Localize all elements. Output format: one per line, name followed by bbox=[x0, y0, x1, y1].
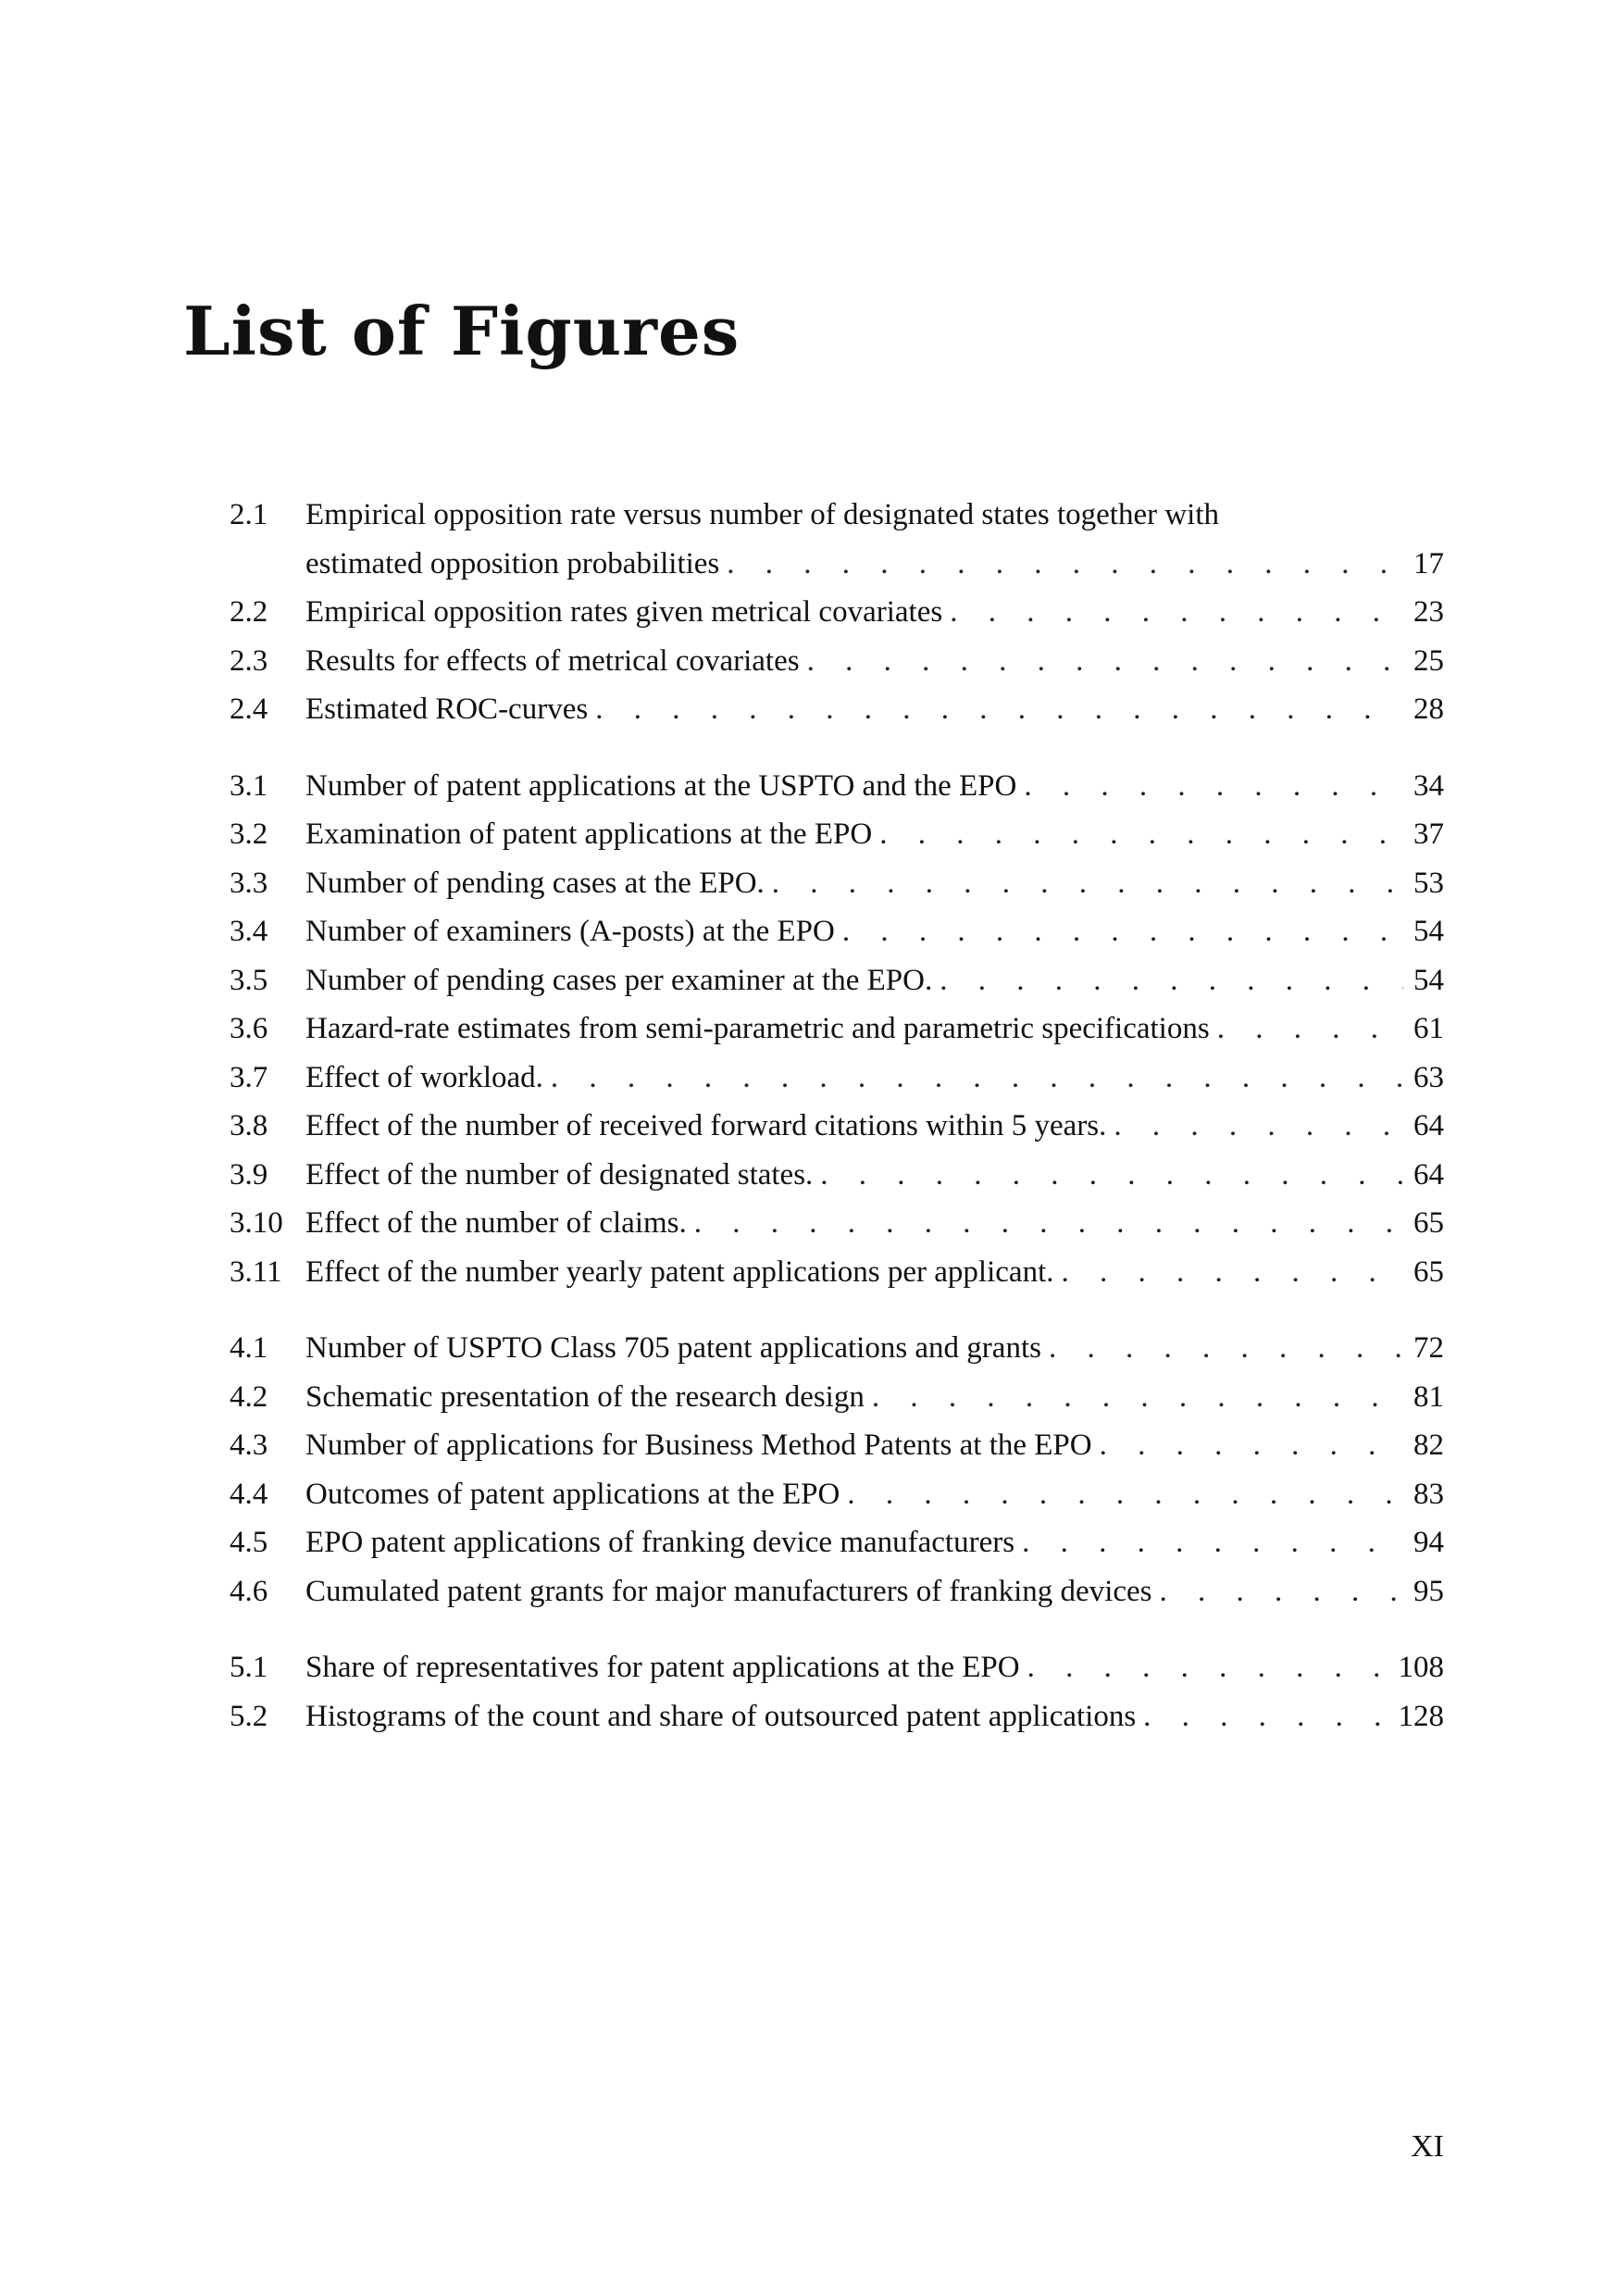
dot-leader bbox=[942, 588, 1403, 637]
figure-entry[interactable] bbox=[230, 1151, 1444, 1200]
dot-leader bbox=[1210, 1004, 1403, 1054]
figure-caption: Results for effects of metrical covariates bbox=[305, 643, 800, 678]
figure-number: 5.1 bbox=[230, 1651, 268, 1684]
figure-caption: Hazard-rate estimates from semi-parametric and parametric specifications bbox=[305, 1012, 1210, 1045]
figure-caption: Empirical opposition rates given metrical covariates bbox=[305, 595, 943, 629]
figure-number: 3.4 bbox=[230, 915, 268, 948]
dot-leader bbox=[865, 1373, 1403, 1422]
figure-page-number: 37 bbox=[1413, 817, 1444, 851]
list-of-figures bbox=[230, 491, 1444, 1768]
figure-number: 2.4 bbox=[230, 693, 268, 726]
figure-entry[interactable] bbox=[230, 1004, 1444, 1054]
figure-page-number: 34 bbox=[1413, 768, 1444, 803]
figure-caption: EPO patent applications of franking device manufacturers bbox=[305, 1526, 1015, 1559]
figure-page-number: 81 bbox=[1413, 1379, 1444, 1414]
chapter-group bbox=[230, 762, 1444, 1297]
figure-number: 3.6 bbox=[230, 1012, 268, 1045]
dot-leader bbox=[932, 956, 1403, 1005]
figure-page-number: 83 bbox=[1413, 1477, 1444, 1511]
figure-entry[interactable] bbox=[230, 810, 1444, 859]
figure-number: 3.7 bbox=[230, 1060, 268, 1094]
figure-page-number: 23 bbox=[1413, 595, 1444, 629]
dot-leader bbox=[765, 859, 1403, 908]
figure-entry[interactable] bbox=[230, 491, 1444, 588]
dot-leader bbox=[1020, 1643, 1399, 1692]
figure-entry[interactable] bbox=[230, 762, 1444, 811]
figure-caption: Cumulated patent grants for major manufacturers of franking devices bbox=[305, 1574, 1152, 1608]
dot-leader bbox=[835, 907, 1403, 956]
figure-page-number: 65 bbox=[1413, 1206, 1444, 1240]
figure-entry[interactable] bbox=[230, 1373, 1444, 1422]
figure-number: 3.8 bbox=[230, 1109, 268, 1142]
figure-page-number: 61 bbox=[1413, 1012, 1444, 1045]
figure-number: 3.11 bbox=[230, 1254, 282, 1289]
figure-page-number: 25 bbox=[1413, 643, 1444, 678]
figure-entry[interactable] bbox=[230, 637, 1444, 686]
dot-leader bbox=[1053, 1248, 1403, 1297]
figure-caption: Effect of the number of received forward citations within 5 years. bbox=[305, 1109, 1107, 1142]
figure-caption: Effect of the number of claims. bbox=[305, 1206, 687, 1240]
figure-page-number: 54 bbox=[1413, 963, 1444, 997]
figure-page-number: 54 bbox=[1413, 915, 1444, 948]
figure-caption: Number of applications for Business Method Patents at the EPO bbox=[305, 1429, 1092, 1462]
figure-entry[interactable] bbox=[230, 1518, 1444, 1567]
figure-number: 4.4 bbox=[230, 1477, 268, 1511]
dot-leader bbox=[719, 540, 1403, 589]
figure-number: 3.2 bbox=[230, 817, 268, 851]
figure-caption: Examination of patent applications at the EPO bbox=[305, 817, 873, 851]
dot-leader bbox=[1106, 1102, 1403, 1151]
figure-caption: Effect of workload. bbox=[305, 1060, 543, 1094]
figure-caption: Share of representatives for patent applications at the EPO bbox=[305, 1651, 1020, 1684]
dot-leader bbox=[872, 810, 1403, 859]
figure-number: 4.2 bbox=[230, 1379, 268, 1414]
figure-page-number: 65 bbox=[1413, 1254, 1444, 1289]
figure-number: 5.2 bbox=[230, 1699, 268, 1733]
figure-number: 3.9 bbox=[230, 1157, 268, 1192]
chapter-group bbox=[230, 1643, 1444, 1741]
dot-leader bbox=[800, 637, 1403, 686]
figure-entry[interactable] bbox=[230, 1199, 1444, 1248]
figure-entry[interactable] bbox=[230, 1324, 1444, 1373]
figure-caption: Effect of the number of designated states. bbox=[305, 1157, 814, 1192]
figure-caption: Effect of the number yearly patent applications per applicant. bbox=[305, 1254, 1054, 1289]
dot-leader bbox=[588, 685, 1403, 734]
figure-entry[interactable] bbox=[230, 1692, 1444, 1741]
figure-caption: Outcomes of patent applications at the EPO bbox=[305, 1477, 840, 1511]
figure-caption-line: Empirical opposition rate versus number of designated states together with bbox=[305, 498, 1220, 531]
figure-entry[interactable] bbox=[230, 907, 1444, 956]
figure-number: 3.3 bbox=[230, 866, 268, 900]
figure-entry[interactable] bbox=[230, 859, 1444, 908]
dot-leader bbox=[1014, 1518, 1403, 1567]
figure-entry[interactable] bbox=[230, 956, 1444, 1005]
figure-page-number: 72 bbox=[1413, 1331, 1444, 1365]
figure-number: 3.1 bbox=[230, 768, 268, 803]
figure-number: 3.10 bbox=[230, 1206, 283, 1240]
figure-entry[interactable] bbox=[230, 1248, 1444, 1297]
dot-leader bbox=[813, 1151, 1403, 1200]
page-number: XI bbox=[1411, 2129, 1444, 2164]
figure-entry[interactable] bbox=[230, 1567, 1444, 1616]
figure-entry[interactable] bbox=[230, 1643, 1444, 1692]
figure-page-number: 82 bbox=[1413, 1429, 1444, 1462]
figure-caption: Number of pending cases at the EPO. bbox=[305, 866, 765, 900]
figure-number: 4.1 bbox=[230, 1331, 268, 1365]
figure-page-number: 28 bbox=[1413, 693, 1444, 726]
figure-entry[interactable] bbox=[230, 1102, 1444, 1151]
figure-caption: Number of USPTO Class 705 patent applications and grants bbox=[305, 1331, 1041, 1365]
dot-leader bbox=[840, 1470, 1403, 1519]
figure-page-number: 63 bbox=[1413, 1060, 1444, 1094]
figure-entry[interactable] bbox=[230, 1054, 1444, 1103]
figure-caption: Number of examiners (A-posts) at the EPO bbox=[305, 915, 835, 948]
dot-leader bbox=[1136, 1692, 1398, 1741]
dot-leader bbox=[1041, 1324, 1403, 1373]
figure-caption: Number of pending cases per examiner at the EPO. bbox=[305, 963, 933, 997]
figure-caption: Schematic presentation of the research design bbox=[305, 1379, 865, 1414]
figure-number: 3.5 bbox=[230, 963, 268, 997]
chapter-group bbox=[230, 491, 1444, 734]
figure-caption: Estimated ROC-curves bbox=[305, 693, 589, 726]
figure-entry[interactable] bbox=[230, 1421, 1444, 1470]
figure-page-number: 94 bbox=[1413, 1526, 1444, 1559]
dot-leader bbox=[1092, 1421, 1403, 1470]
dot-leader bbox=[1152, 1567, 1403, 1616]
figure-number: 2.3 bbox=[230, 643, 268, 678]
page-title: List of Figures bbox=[183, 292, 741, 370]
figure-page-number: 53 bbox=[1413, 866, 1444, 900]
figure-page-number: 17 bbox=[1413, 546, 1444, 580]
figure-entry[interactable] bbox=[230, 1470, 1444, 1519]
figure-number: 4.5 bbox=[230, 1526, 268, 1559]
figure-entry[interactable] bbox=[230, 588, 1444, 637]
figure-number: 4.3 bbox=[230, 1429, 268, 1462]
figure-number: 2.1 bbox=[230, 498, 268, 531]
figure-page-number: 128 bbox=[1398, 1699, 1444, 1733]
figure-number: 4.6 bbox=[230, 1574, 268, 1608]
dot-leader bbox=[543, 1054, 1403, 1103]
figure-page-number: 108 bbox=[1398, 1651, 1444, 1684]
figure-caption: Histograms of the count and share of outsourced patent applications bbox=[305, 1699, 1137, 1733]
figure-page-number: 95 bbox=[1413, 1574, 1444, 1608]
figure-page-number: 64 bbox=[1413, 1109, 1444, 1142]
figure-page-number: 64 bbox=[1413, 1157, 1444, 1192]
dot-leader bbox=[1016, 762, 1403, 811]
figure-caption: estimated opposition probabilities bbox=[305, 546, 720, 580]
dot-leader bbox=[687, 1199, 1403, 1248]
figure-entry[interactable] bbox=[230, 685, 1444, 734]
chapter-group bbox=[230, 1324, 1444, 1616]
figure-number: 2.2 bbox=[230, 595, 268, 629]
figure-caption: Number of patent applications at the USPTO and the EPO bbox=[305, 768, 1017, 803]
